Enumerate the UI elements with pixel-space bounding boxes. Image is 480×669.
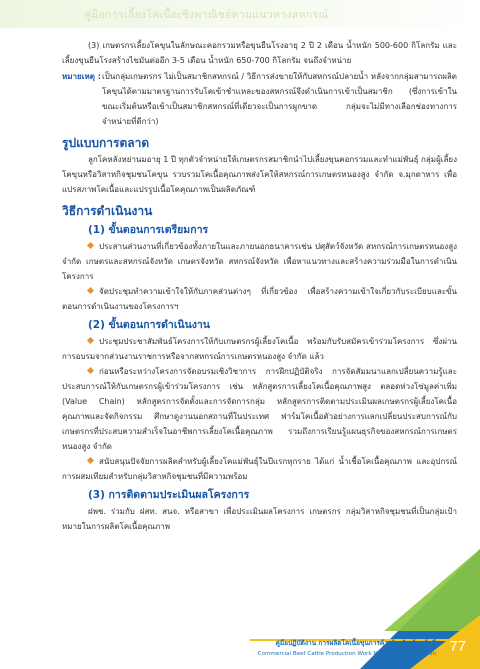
intro-item-3: (3) เกษตรกรเลี้ยงโคขุนในลักษณะคอกรวมหรือขุนยืนโรงอายุ 2 ปี 2 เดือน น้ำหนัก 500-600 กิโลกรัม และเลี้ยงขุนยืนโรงสร้างไขมันต่ออีก 3-5 เดือน น้ำหนัก 650-700 กิโลกรัม จนถึงจำหน่าย: [62, 41, 457, 65]
market-text: ลูกโคหลังหย่านมอายุ 1 ปี ทุกตัวจำหน่ายให้เกษตรกรสมาชิกนำไปเลี้ยงขุนคอกรวมและทำแม่พันธุ์ กลุ่มผู้เลี้ยงโคขุนหรือวิสาหกิจชุมชนโคขุน รวบรวมโคเนื้อคุณภาพส่งโคให้สหกรณ์การเกษตรหนองสูง จำกัด จ.มุกดาหาร เพื่อแปรสภาพโคเนื้อและแปรรูปเนื้อโคคุณภาพเป็นผลิตภัณฑ์: [62, 155, 457, 194]
step1-bullet-2: จัดประชุมทำความเข้าใจให้กับภาคส่วนต่างๆ ที่เกี่ยวข้อง เพื่อสร้างความเข้าใจเกี่ยวกับระเบียบและขั้นตอนการดำเนินงานของโครงการฯ: [62, 287, 457, 311]
diamond-bullet-icon: [87, 337, 94, 344]
page-content: [62, 38, 457, 534]
note-label: หมายเหตุ :: [62, 72, 101, 81]
footer-title-thai: คู่มือปฏิบัติงาน การผลิตโคเนื้อขุนการค้า สำหรับเจ้าหน้าที่: [275, 639, 436, 647]
note-block: [62, 69, 457, 129]
running-header: คู่มือการเลี้ยงโคเนื้อเชิงพาณิชย์ตามแนวทางสหกรณ์: [84, 9, 329, 21]
market-section-title: รูปแบบการตลาด: [62, 136, 150, 150]
step1-title: (1) ขั้นตอนการเตรียมการ: [88, 224, 209, 236]
step2-bullet-2: ก่อนหรือระหว่างโครงการจัดอบรมเชิงวิชาการ การฝึกปฏิบัติจริง การจัดสัมมนาแลกเปลี่ยนความรู้และประสบการณ์ให้กับเกษตรกรผู้เข้าร่วมโครงการ เช่น หลักสูตรการเลี้ยงโคเนื้อคุณภาพสูง ตลอดห่วงโซ่มูลค่าเพิ่ม (Value Chain) หลักสูตรการจัดตั้งและการจัดการกลุ่ม หลักสูตรการติดตามประเมินผลเกษตรกรผู้เลี้ยงโคเนื้อคุณภาพและจัดกิจกรรม ศึกษาดูงานนอกสถานที่ในประเทศ ฟาร์มโคเนื้อตัวอย่างการแลกเปลี่ยนประสบการณ์กับเกษตรกรที่ประสบความสำเร็จในอาชีพการเลี้ยงโคเนื้อคุณภาพ รวมถึงการเรียนรู้แผนธุรกิจของสหกรณ์การเกษตรหนองสูง จำกัด: [62, 367, 457, 451]
diamond-bullet-icon: [87, 367, 94, 374]
diamond-bullet-icon: [87, 242, 94, 249]
method-section-title: วิธีการดำเนินงาน: [62, 204, 153, 218]
step3-text: ฝพช. ร่วมกับ ฝสท. สนจ. หรือสาขา เพื่อประเมินผลโครงการ เกษตรกร กลุ่มวิสาหกิจชุมชนที่เป็นกลุ่มเป้าหมายในการผลิตโคเนื้อคุณภาพ: [62, 507, 457, 531]
step2-title: (2) ขั้นตอนการดำเนินงาน: [88, 319, 210, 331]
diamond-bullet-icon: [87, 287, 94, 294]
diamond-bullet-icon: [87, 457, 94, 464]
note-text: เป็นกลุ่มเกษตรกร ไม่เป็นสมาชิกสหกรณ์ / วิธีการส่งขายให้กับสหกรณ์ปลายน้ำ หลังจากกลุ่มสามารถผลิตโคขุนได้ตามมาตรฐานการรับโคเข้าชำแหละของสหกรณ์จึงดำเนินการเข้าเป็นสมาชิก (ซึ่งการเข้าในขณะเริ่มต้นหรือเข้าเป็นสมาชิกสหกรณ์ที่เดียวจะเป็นการผูกขาด กลุ่มจะไม่มีทางเลือกช่องทางการจำหน่ายที่ดีกว่า): [102, 72, 457, 126]
step1-bullet-1: ประสานส่วนงานที่เกี่ยวข้องทั้งภายในและภายนอกธนาคารเช่น ปศุสัตว์จังหวัด สหกรณ์การเกษตรหนองสูง จำกัด เกษตรและสหกรณ์จังหวัด เกษตรจังหวัด สหกรณ์จังหวัด เพื่อหาแนวทางและสร้างความร่วมมือในการดำเนินโครงการ: [62, 242, 457, 281]
step3-title: (3) การติดตามประเมินผลโครงการ: [88, 489, 250, 501]
page-number: 77: [449, 638, 466, 655]
step2-bullet-1: ประชุมประชาสัมพันธ์โครงการให้กับเกษตรกรผู้เลี้ยงโคเนื้อ พร้อมกับรับสมัครเข้าร่วมโครงการ ซึ่งผ่านการอบรมจากส่วนงานราชการหรือจากสหกรณ์การเกษตรหนองสูง จำกัด แล้ว: [62, 337, 457, 361]
step2-bullet-3: สนับสนุนปัจจัยการผลิตสำหรับผู้เลี้ยงโคแม่พันธุ์ในปีแรกทุกราย ได้แก่ น้ำเชื้อโคเนื้อคุณภาพ และอุปกรณ์การผสมเทียมสำหรับกลุ่มวิสาหกิจชุมชนที่มีความพร้อม: [62, 457, 457, 481]
footer-title-english: Commercial Beef Cattle Production Work Manual Official Edition: [257, 651, 436, 657]
